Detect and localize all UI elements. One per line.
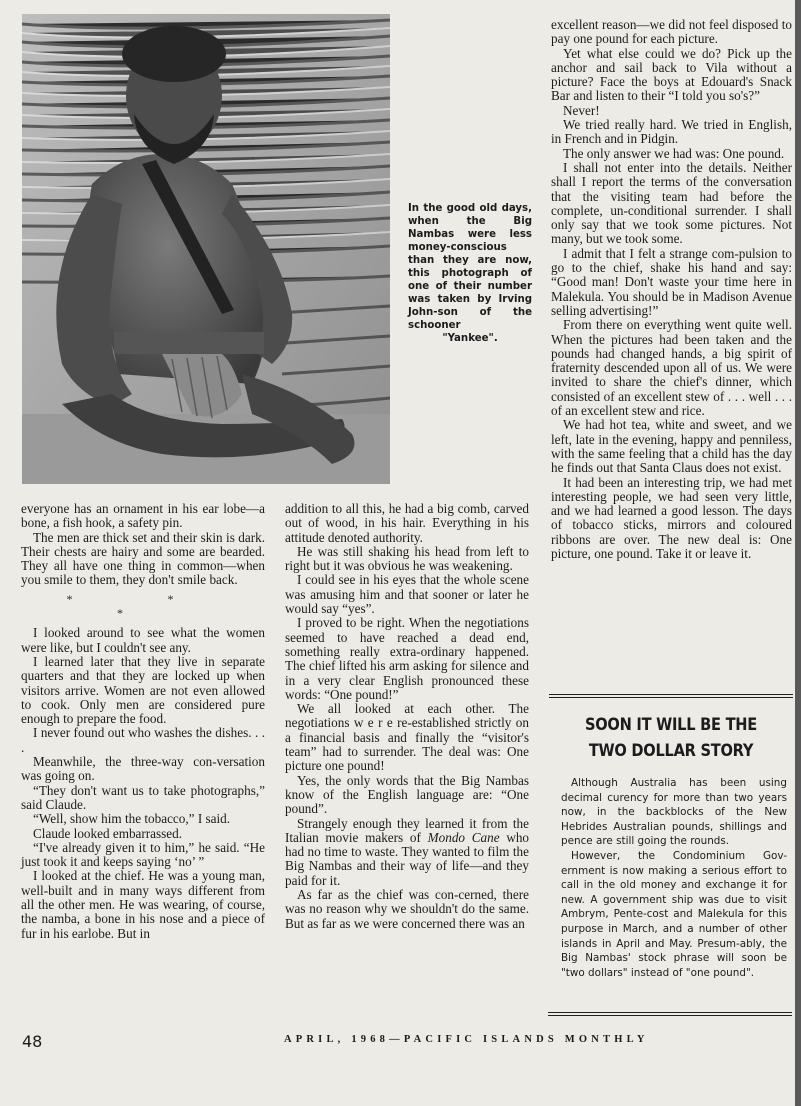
photo-caption <box>408 202 532 345</box>
paragraph: We had hot tea, white and sweet, and we left, late in the evening, happy and penniless, with the same feeling that a child has the day he finds out that Santa Claus does not exist. <box>551 417 792 476</box>
paragraph: excellent reason—we did not feel disposed to pay one pound for each picture. <box>551 17 792 47</box>
paragraph: I could see in his eyes that the whole scene was amusing him and that sooner or later he would say “yes”. <box>285 572 529 617</box>
page-number: 48 <box>22 1032 43 1051</box>
page-edge-shadow <box>795 0 801 1106</box>
paragraph: We all looked at each other. The negotiations w e r e re-established strictly on a financial basis and finally the “visitor's team” had to surrender. The deal was: One picture one pound! <box>285 701 529 774</box>
column-2 <box>285 502 529 931</box>
paragraph: We tried really hard. We tried in English, in French and in Pidgin. <box>551 117 792 147</box>
paragraph: I never found out who washes the dishes. . . . <box>21 725 265 755</box>
paragraph: addition to all this, he had a big comb, carved out of wood, in his hair. Everything in his attitude denoted authority. <box>285 501 529 545</box>
paragraph: everyone has an ornament in his ear lobe—a bone, a fish hook, a safety pin. <box>21 501 265 531</box>
paragraph: “I've already given it to him,” he said. “He just took it and keeps saying ‘no’ ” <box>21 839 265 870</box>
paragraph: As far as the chief was con-cerned, there was no reason why we shouldn't do the same. But as far as we were concerned there was an <box>285 887 529 931</box>
photo-illustration <box>22 14 390 484</box>
film-title: Mondo Cane <box>427 829 500 845</box>
paragraph: The only answer we had was: One pound. <box>563 145 785 161</box>
paragraph: Yet what else could we do? Pick up the anchor and sail back to Vila without a picture? Face the boys at Edouard's Snack Bar and listen to their “I told you so's?” <box>551 45 792 104</box>
paragraph: I looked at the chief. He was a young man, well-built and in many ways different from all the other men. He was wearing, of course, the namba, a bone in his nose and a piece of fur in his earlobe. But in <box>21 868 265 941</box>
sidebar-box <box>549 694 793 980</box>
paragraph: It had been an interesting trip, we had met interesting people, we had seen very little, and we had learned a good lesson. The days of tobacco sticks, mirrors and coloured ribbons are over. The new deal is: One picture, one pound. Take it or leave it. <box>551 474 792 561</box>
paragraph: He was still shaking his head from left to right but it was obvious he was weakening. <box>285 543 529 574</box>
paragraph: Yes, the only words that the Big Nambas know of the English language are: “One pound”. <box>285 772 529 817</box>
paragraph: From there on everything went quite well. When the pictures had been taken and the pounds had changed hands, a big spirit of fraternity descended upon all of us. We were invited to share the chief's dinner, which consisted of an excellent stew of . . . well . . . of an excellent stew and rice. <box>551 317 792 419</box>
box-paragraph: However, the Condominium Gov-ernment is now making a serious effort to call in the old money and exchange it for new. A government ship was due to visit Ambrym, Pente-cost and Malekula for this purpose in March, and a number of other islands in April and May. Presum-ably, the Big Nambas' stock phrase will soon be "two dollars" instead of "one pound". <box>561 849 787 979</box>
double-rule-top <box>549 694 793 698</box>
paragraph: I proved to be right. When the negotiations seemed to have reached a dead end, something really extra-ordinary happened. The chief lifted his arm asking for silence and in a very clear English pronounced these words: “One pound!” <box>285 615 529 702</box>
paragraph: Claude looked embarrassed. <box>33 825 183 841</box>
section-break-stars: * * * <box>66 591 220 621</box>
column-1 <box>21 502 265 941</box>
running-footer: APRIL, 1968—PACIFIC ISLANDS MONTHLY <box>284 1034 649 1045</box>
column-3 <box>551 18 792 561</box>
paragraph: I shall not enter into the details. Neither shall I report the terms of the conversation that the visiting team had before the complete, un-conditional surrender. I shall only say that we took some pictures. Not many, but we took some. <box>551 159 792 247</box>
box-paragraph: Although Australia has been using decimal curency for more than two years now, in the backblocks of the New Hebrides Australian pounds, shillings and pence are still going the rounds. <box>561 777 787 848</box>
box-title-line-2: TWO DOLLAR STORY <box>588 741 754 761</box>
text: who had no time to waste. They wanted to film the Big Nambas and their way of life—and they paid for it. <box>285 829 530 888</box>
paragraph: “Well, show him the tobacco,” I said. <box>33 811 231 827</box>
double-rule-bottom <box>548 1012 792 1016</box>
paragraph: I looked around to see what the women were like, but I couldn't see any. <box>21 625 265 655</box>
caption-last-line: "Yankee". <box>442 333 498 344</box>
paragraph: I learned later that they live in separate quarters and that they are locked up when visitors arrive. Women are not even allowed to cook. Only men are considered pure enough to prepare the food. <box>21 653 265 727</box>
photograph-big-nambas-man <box>22 14 390 484</box>
paragraph-film-reference <box>285 817 529 888</box>
paragraph: “They don't want us to take photographs,” said Claude. <box>21 782 265 812</box>
paragraph: Meanwhile, the three-way con-versation was going on. <box>21 754 265 784</box>
paragraph: Never! <box>563 102 600 118</box>
box-body <box>549 776 793 980</box>
text: Strangely enough they learned it from the Italian movie makers of <box>285 815 529 845</box>
paragraph: I admit that I felt a strange com-pulsion to go to the chief, shake his hand and say: “Good man! Don't waste your time here in Malekula. You should be in Madison Avenue selling advertising!” <box>551 245 792 318</box>
paragraph: The men are thick set and their skin is dark. Their chests are hairy and some are bearded. They all have one thing in common—when you smile to them, they don't smile back. <box>21 529 265 588</box>
box-title <box>566 712 776 764</box>
box-title-line-1: SOON IT WILL BE THE <box>584 715 758 735</box>
caption-text: In the good old days, when the Big Nambas were less money-conscious than they are now, this photograph of one of their number was taken by Irving John-son of the schooner <box>408 203 532 331</box>
